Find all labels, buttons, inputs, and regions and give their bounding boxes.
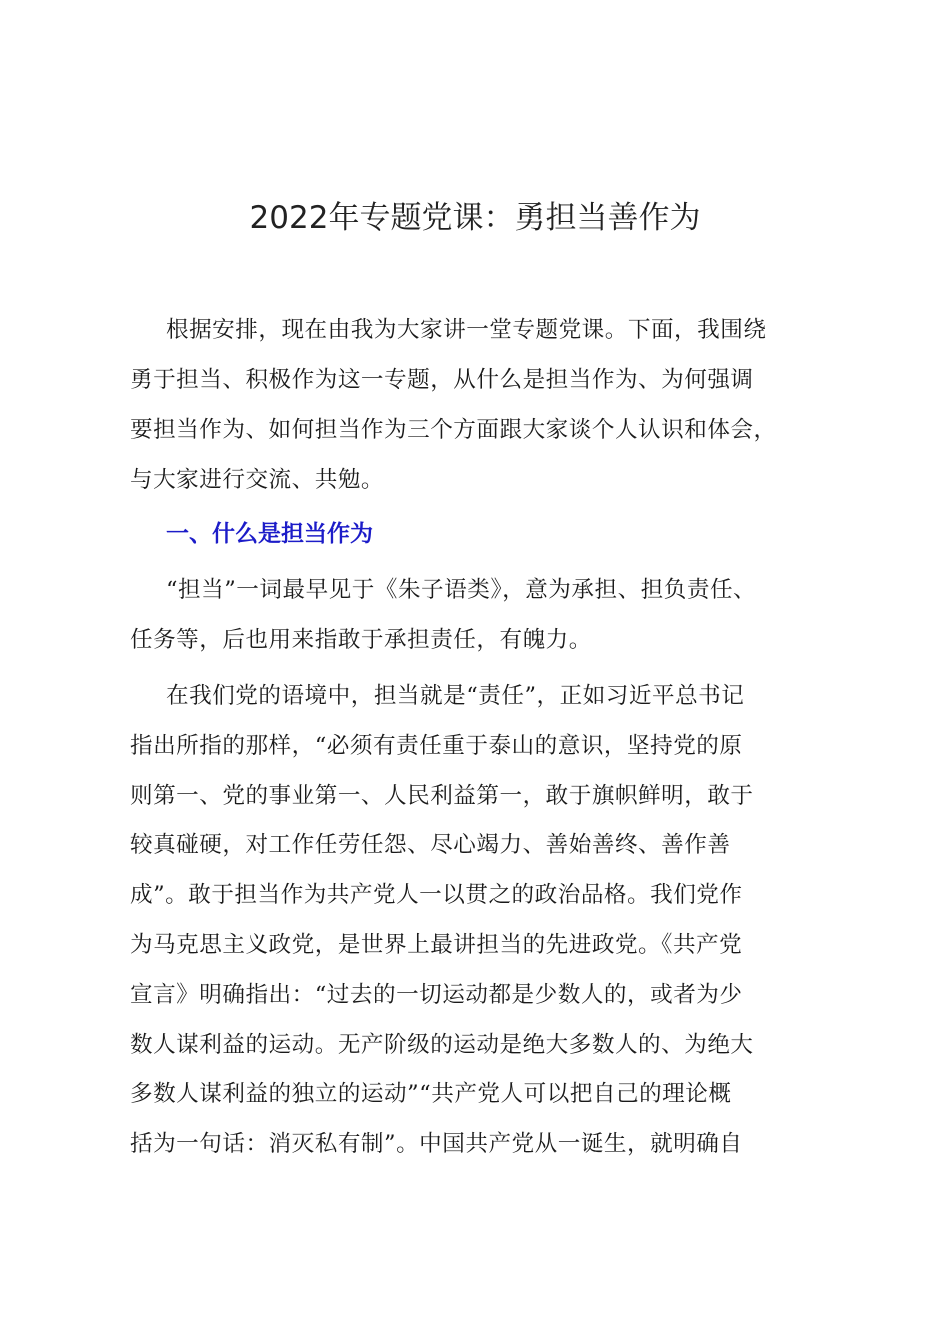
intro-line-4: 与大家进行交流、共勉。	[130, 467, 385, 493]
intro-line-3: 要担当作为、如何担当作为三个方面跟大家谈个人认识和体会，	[130, 417, 777, 443]
para1-line-1: “担当”一词最早见于《朱子语类》，意为承担、担负责任、	[166, 577, 757, 603]
para2-line-4: 较真碰硬，对工作任劳任怨、尽心竭力、善始善终、善作善	[130, 832, 731, 858]
intro-line-2: 勇于担当、积极作为这一专题，从什么是担当作为、为何强调	[130, 367, 754, 393]
para2-line-6: 为马克思主义政党，是世界上最讲担当的先进政党。《共产党	[130, 932, 743, 958]
para2-line-7: 宣言》明确指出：“过去的一切运动都是少数人的，或者为少	[130, 982, 743, 1008]
para2-line-10: 括为一句话：消灭私有制”。中国共产党从一诞生，就明确自	[130, 1131, 743, 1157]
para2-line-9: 多数人谋利益的独立的运动”“共产党人可以把自己的理论概	[130, 1081, 732, 1107]
para2-line-2: 指出所指的那样，“必须有责任重于泰山的意识，坚持党的原	[130, 733, 743, 759]
document-title: 2022年专题党课：勇担当善作为	[249, 200, 701, 236]
para2-line-8: 数人谋利益的运动。无产阶级的运动是绝大多数人的、为绝大	[130, 1032, 754, 1058]
para2-line-3: 则第一、党的事业第一、人民利益第一，敢于旗帜鲜明，敢于	[130, 783, 754, 809]
para2-line-5: 成”。敢于担当作为共产党人一以贯之的政治品格。我们党作	[130, 882, 743, 908]
para1-line-2: 任务等，后也用来指敢于承担责任，有魄力。	[130, 627, 592, 653]
section-heading: 一、什么是担当作为	[166, 521, 373, 547]
intro-line-1: 根据安排，现在由我为大家讲一堂专题党课。下面，我围绕	[166, 317, 767, 343]
para2-line-1: 在我们党的语境中，担当就是“责任”，正如习近平总书记	[166, 683, 745, 709]
